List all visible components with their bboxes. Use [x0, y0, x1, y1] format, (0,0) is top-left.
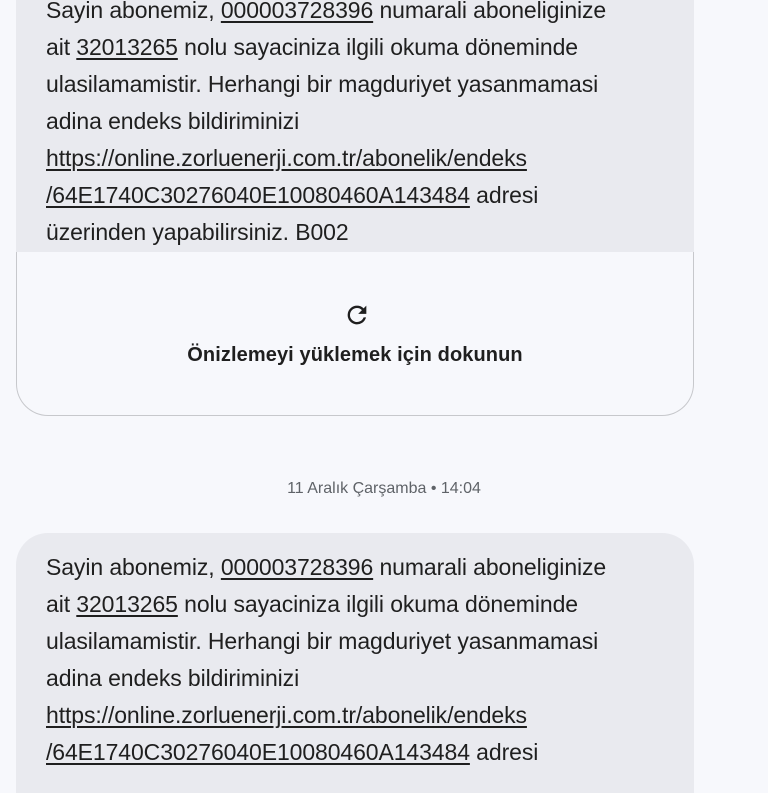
- message-line: üzerinden yapabilirsiniz. B002: [46, 219, 349, 245]
- message-text: [46, 0, 666, 251]
- subscription-number-link[interactable]: 000003728396: [220, 0, 374, 23]
- preview-load-label: Önizlemeyi yüklemek için dokunun: [187, 344, 523, 366]
- message-line: adina endeks bildiriminizi: [46, 108, 300, 134]
- meter-number-link[interactable]: 32013265: [76, 591, 178, 617]
- link-preview-card[interactable]: [16, 252, 694, 416]
- meter-number-link[interactable]: 32013265: [76, 34, 178, 60]
- message-line: ulasilamamistir. Herhangi bir magduriyet yasanmamasi: [46, 628, 599, 654]
- message-text: [46, 549, 666, 771]
- message-line: /64E1740C30276040E10080460A143484 adresi: [46, 739, 539, 765]
- message-line: Sayin abonemiz, 000003728396 numarali aboneliginize: [46, 0, 666, 29]
- message-line: /64E1740C30276040E10080460A143484 adresi: [46, 182, 539, 208]
- url-link[interactable]: https://online.zorluenerji.com.tr/abonelik/endeks: [46, 702, 527, 728]
- message-line: ulasilamamistir. Herhangi bir magduriyet yasanmamasi: [46, 71, 599, 97]
- refresh-icon: [343, 301, 371, 329]
- url-link-continued[interactable]: /64E1740C30276040E10080460A143484: [46, 182, 470, 208]
- subscription-number-link[interactable]: 000003728396: [220, 554, 374, 580]
- url-link-continued[interactable]: /64E1740C30276040E10080460A143484: [46, 739, 470, 765]
- date-separator: 11 Aralık Çarşamba • 14:04: [287, 480, 481, 497]
- message-line: ait 32013265 nolu sayaciniza ilgili okuma döneminde: [46, 34, 578, 60]
- message-line: adina endeks bildiriminizi: [46, 665, 300, 691]
- message-line: ait 32013265 nolu sayaciniza ilgili okuma döneminde: [46, 591, 578, 617]
- message-bubble[interactable]: [16, 0, 694, 252]
- url-link[interactable]: https://online.zorluenerji.com.tr/abonelik/endeks: [46, 145, 527, 171]
- message-line: Sayin abonemiz, 000003728396 numarali aboneliginize: [46, 554, 607, 580]
- message-bubble[interactable]: [16, 533, 694, 793]
